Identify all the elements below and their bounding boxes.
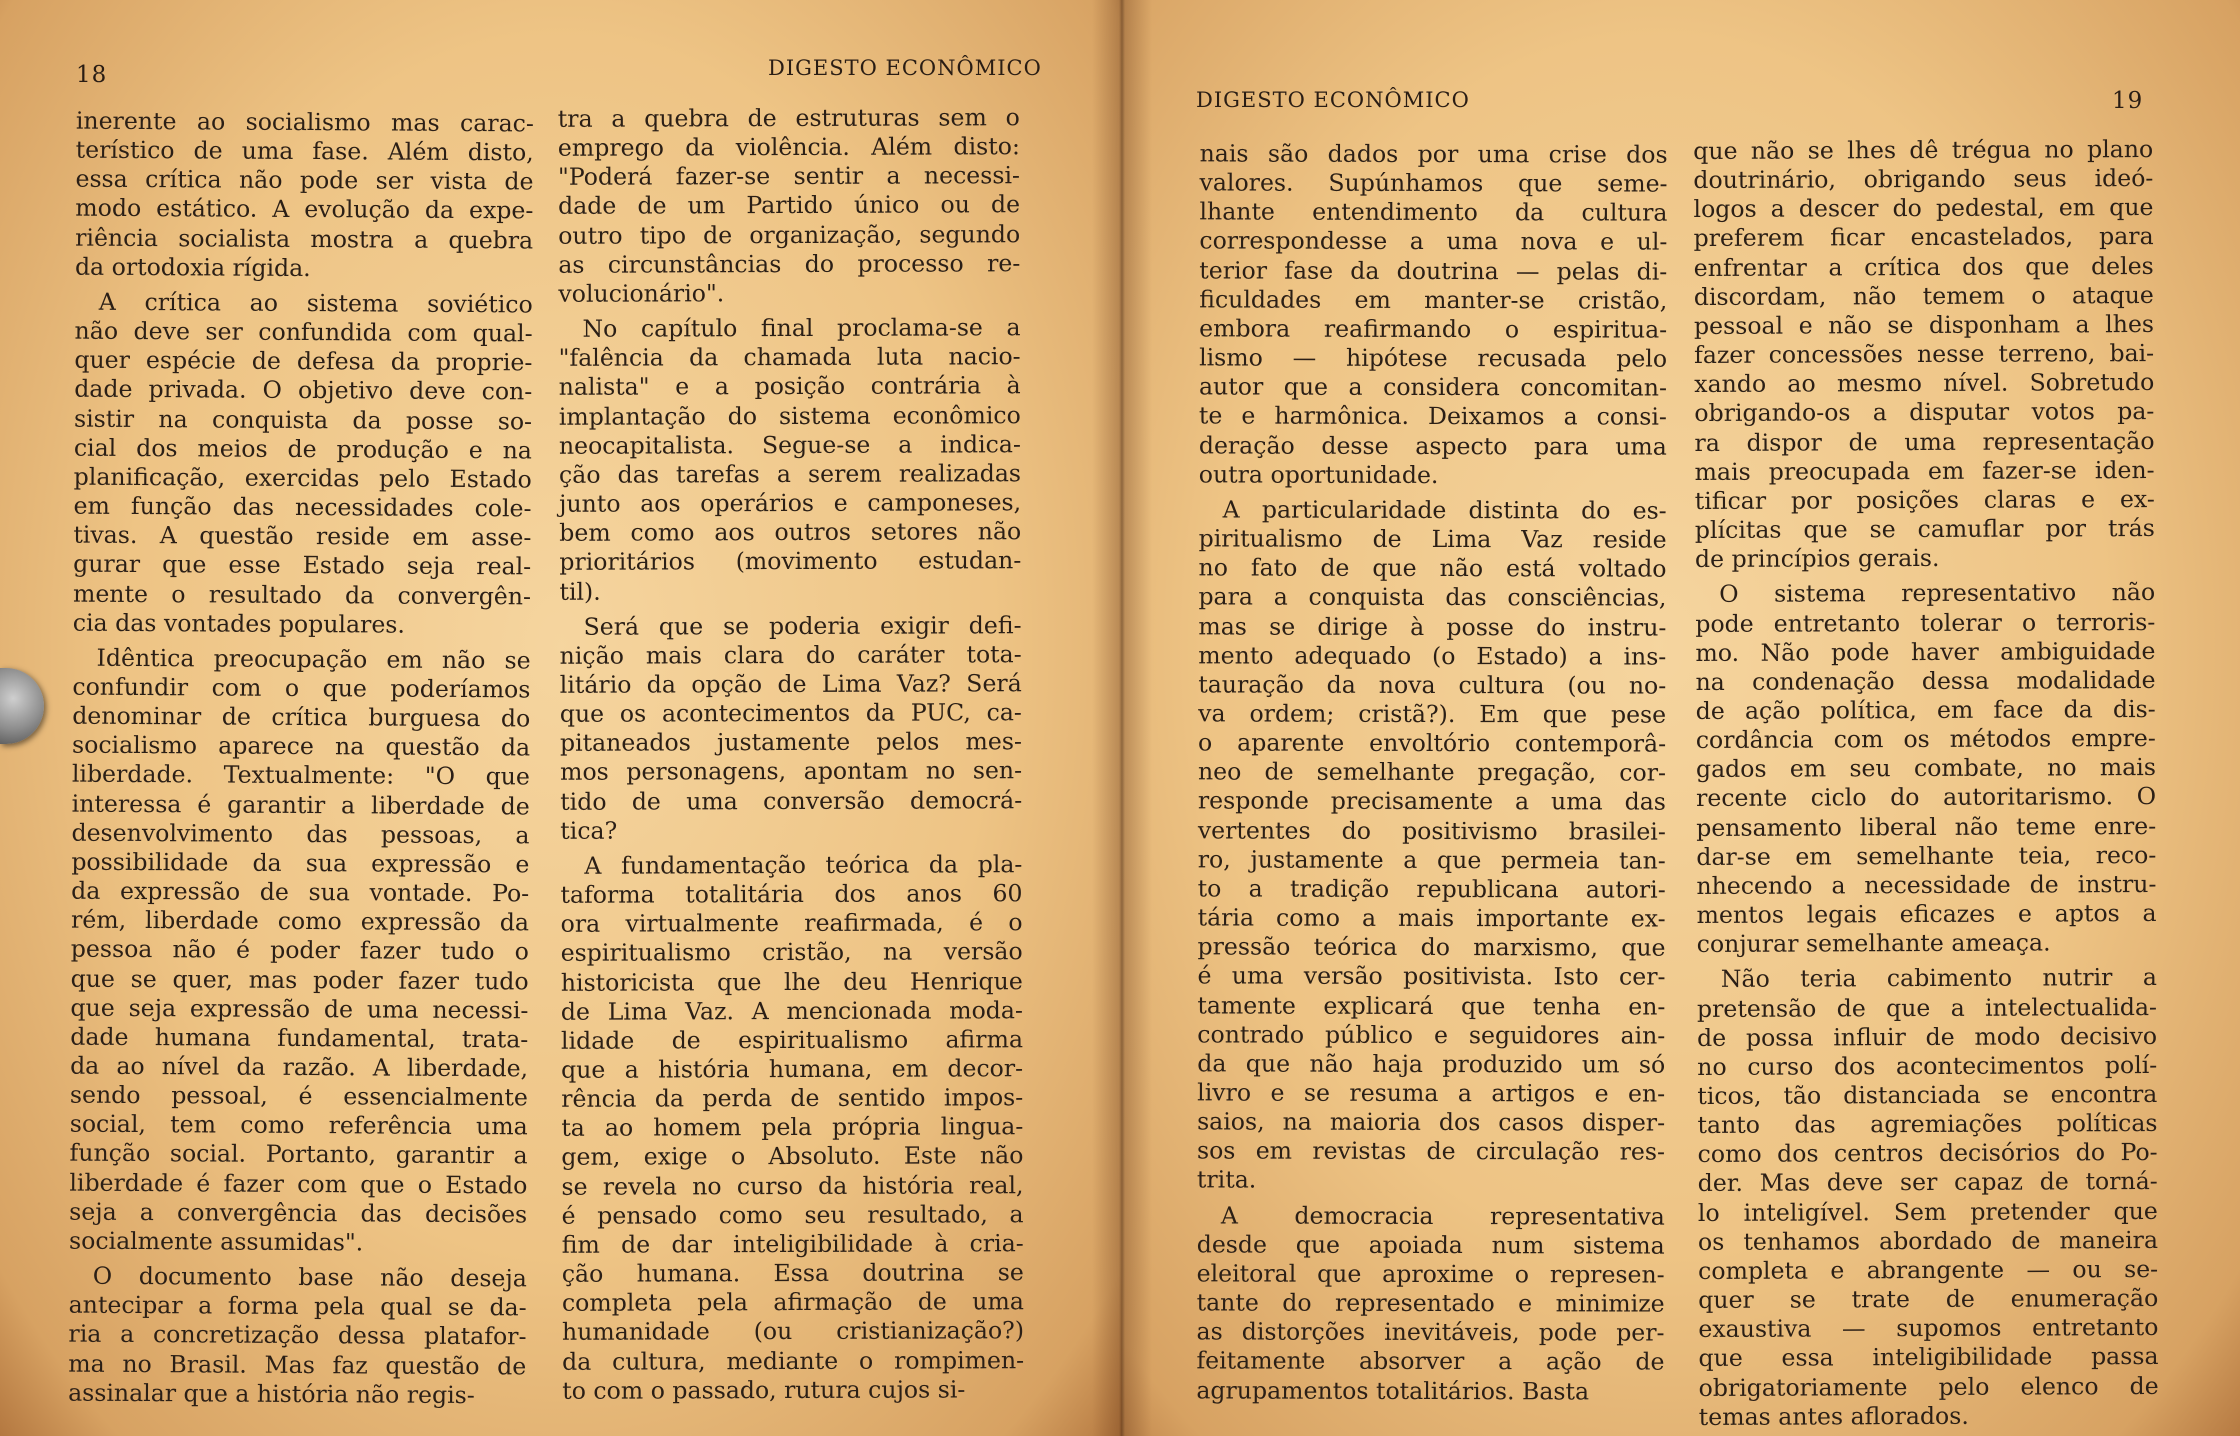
text-line: tido de uma conversão democrá- xyxy=(560,785,1023,816)
text-line: conjurar semelhante ameaça. xyxy=(1696,928,2051,959)
text-line: outro tipo de organização, segundo xyxy=(558,219,1021,250)
text-line: tauração da nova cultura (ou no- xyxy=(1198,670,1667,700)
text-line: ra dispor de uma representação xyxy=(1694,426,2155,457)
text-line: que a história humana, em decor- xyxy=(561,1054,1024,1084)
text-line: sistir na conquista da posse so- xyxy=(73,404,533,435)
paragraph xyxy=(1199,139,1668,490)
text-line: que os acontecimentos da PUC, ca- xyxy=(559,698,1022,728)
text-line: mentos legais eficazes e aptos a xyxy=(1696,899,2157,930)
text-line: confundir com o que poderíamos xyxy=(72,672,531,704)
text-line: mento adequado (o Estado) a ins- xyxy=(1198,641,1667,671)
text-line: ta ao homem pela própria lingua- xyxy=(561,1112,1024,1143)
text-line: lhante entendimento da cultura xyxy=(1199,197,1668,227)
text-line: nalista" e a posição contrária à xyxy=(558,371,1021,402)
text-line: til). xyxy=(559,577,601,606)
text-line: doutrinário, obrigando seus ideó- xyxy=(1693,164,2154,195)
text-line: tivas. A questão reside em asse- xyxy=(73,520,532,552)
text-line: prioritários (movimento estudan- xyxy=(559,546,1022,577)
paragraph xyxy=(1695,578,2157,959)
text-line: quer espécie de defesa da proprie- xyxy=(74,345,533,377)
text-line: to com o passado, rutura cujos si- xyxy=(562,1375,966,1405)
text-line: livro e se resuma a artigos e en- xyxy=(1197,1078,1666,1108)
text-line: se revela no curso da história real, xyxy=(561,1170,1024,1201)
text-line: pensamento liberal não teme enre- xyxy=(1696,811,2157,842)
text-line: os tenhamos abordado de maneira xyxy=(1697,1225,2159,1256)
text-line: Não teria cabimento nutrir a xyxy=(1720,963,2157,994)
text-line: deração desse aspecto para uma xyxy=(1198,430,1667,461)
text-line: no fato de que não está voltado xyxy=(1198,553,1667,583)
text-line: antecipar a forma pela qual se da- xyxy=(68,1290,527,1322)
text-line: O documento base não deseja xyxy=(92,1261,527,1293)
text-line: pressão teórica do marxismo, que xyxy=(1197,932,1666,962)
text-line: sos em revistas de circulação res- xyxy=(1196,1136,1666,1166)
text-line: quer se trate de enumeração xyxy=(1698,1284,2159,1315)
text-line: humanidade (ou cristianização?) xyxy=(561,1316,1025,1347)
text-line: rém, liberdade como expressão da xyxy=(70,905,530,937)
text-line: planificação, exercidas pelo Estado xyxy=(73,462,532,494)
text-line: A crítica ao sistema soviético xyxy=(98,287,533,319)
text-line: de princípios gerais. xyxy=(1694,544,1940,574)
text-line: A fundamentação teórica da pla- xyxy=(584,850,1023,880)
text-line: completa e abrangente — ou se- xyxy=(1698,1254,2159,1285)
text-line: tica? xyxy=(560,816,618,845)
text-line: riência socialista mostra a quebra xyxy=(75,223,534,255)
text-line: agrupamentos totalitários. Basta xyxy=(1196,1375,1590,1405)
text-line: ora virtualmente reafirmada, é o xyxy=(560,908,1023,939)
right-page xyxy=(1122,0,2240,1436)
text-line: Idêntica preocupação em não se xyxy=(96,643,531,675)
text-line: as distorções inevitáveis, pode per- xyxy=(1196,1317,1665,1347)
text-line: socialmente assumidas". xyxy=(68,1226,364,1257)
paragraph xyxy=(1196,1201,1665,1406)
text-line: terístico de uma fase. Além disto, xyxy=(75,135,534,167)
paragraph xyxy=(68,1262,527,1411)
text-line: historicista que lhe deu Henrique xyxy=(560,966,1023,997)
text-line: ticos, tão distanciada se encontra xyxy=(1697,1079,2158,1111)
paragraph xyxy=(75,107,534,285)
text-line: ro, justamente a que permeia tan- xyxy=(1197,845,1666,875)
text-line: é pensado como seu resultado, a xyxy=(561,1199,1024,1230)
text-line: que seja expressão de uma necessi- xyxy=(70,993,529,1025)
text-line: obrigando-os a disputar votos pa- xyxy=(1694,397,2155,428)
text-line: pretensão de que a intelectualida- xyxy=(1696,992,2158,1023)
text-line: rência da perda de sentido impos- xyxy=(561,1083,1024,1113)
text-line: tamente explicará que tenha en- xyxy=(1197,990,1666,1021)
page-number-right: 19 xyxy=(2112,88,2144,114)
text-line: espiritualismo cristão, na versão xyxy=(560,937,1023,968)
text-line: exaustiva — supomos entretanto xyxy=(1698,1313,2159,1344)
text-line: desenvolvimento das pessoas, a xyxy=(71,818,530,850)
text-line: lidade de espiritualismo afirma xyxy=(560,1025,1024,1055)
text-line: na condenação dessa modalidade xyxy=(1695,665,2156,696)
text-line: volucionário". xyxy=(558,279,725,308)
text-line: social, tem como referência uma xyxy=(69,1109,528,1141)
text-line: tificar por posições claras e ex- xyxy=(1694,484,2155,515)
text-line: xando ao mesmo nível. Sobretudo xyxy=(1694,368,2155,399)
text-line: A particularidade distinta do es- xyxy=(1222,495,1667,525)
text-line: "Poderá fazer-se sentir a necessi- xyxy=(557,161,1021,192)
text-line: O sistema representativo não xyxy=(1719,578,2156,609)
paragraph xyxy=(558,313,1021,606)
text-line: fazer concessões nesse terreno, bai- xyxy=(1694,339,2155,370)
running-header-left: DIGESTO ECONÔMICO xyxy=(768,56,1042,80)
text-line: feitamente absorver a ação de xyxy=(1196,1346,1665,1377)
text-line: lo inteligível. Sem pretender que xyxy=(1697,1196,2158,1227)
text-line: tária como a mais importante ex- xyxy=(1197,903,1666,933)
text-line: tanto das agremiações políticas xyxy=(1697,1109,2158,1140)
text-line: no curso dos acontecimentos polí- xyxy=(1697,1050,2158,1081)
text-line: tante do representado e minimize xyxy=(1196,1288,1665,1318)
text-line: o aparente envoltório contemporâ- xyxy=(1198,728,1667,758)
text-line: obrigatoriamente pelo elenco de xyxy=(1698,1371,2159,1402)
text-line: trita. xyxy=(1196,1165,1257,1195)
text-line: liberdade. Textualmente: "O que xyxy=(71,760,530,791)
book-gutter xyxy=(1092,0,1152,1436)
text-line: vertentes do positivismo brasilei- xyxy=(1197,815,1666,846)
text-line: responde precisamente a uma das xyxy=(1197,786,1666,817)
text-line: essa crítica não pode ser vista de xyxy=(75,164,534,196)
text-line: de possa influir de modo decisivo xyxy=(1697,1021,2158,1052)
text-line: mente o resultado da convergên- xyxy=(72,579,532,610)
text-line: No capítulo final proclama-se a xyxy=(582,313,1021,343)
text-line: da ortodoxia rígida. xyxy=(74,252,311,282)
text-line: que essa inteligibilidade passa xyxy=(1698,1342,2159,1373)
text-line: denominar de crítica burguesa do xyxy=(72,701,531,733)
paragraph xyxy=(1697,963,2159,1432)
paragraph xyxy=(73,288,533,641)
text-line: fim de dar inteligibilidade à cria- xyxy=(561,1229,1024,1259)
text-line: nais são dados por uma crise dos xyxy=(1199,139,1668,169)
text-line: inerente ao socialismo mas carac- xyxy=(75,106,534,138)
text-line: to a tradição republicana autori- xyxy=(1197,874,1666,904)
paragraph xyxy=(560,611,1023,846)
text-line: da cultura, mediante o rompimen- xyxy=(562,1345,1025,1376)
text-line: não deve ser confundida com qual- xyxy=(74,316,533,348)
text-line: litário da opção de Lima Vaz? Será xyxy=(559,669,1022,699)
text-line: mas se dirige à posse do instru- xyxy=(1198,611,1667,642)
text-line: interessa é garantir a liberdade de xyxy=(71,789,530,820)
text-line: plícitas que se camuflar por trás xyxy=(1694,514,2155,545)
text-line: mo. Não pode haver ambiguidade xyxy=(1695,636,2156,667)
text-line: ção humana. Essa doutrina se xyxy=(561,1258,1024,1288)
text-line: de Lima Vaz. A mencionada moda- xyxy=(560,995,1023,1026)
paragraph xyxy=(69,643,531,1258)
text-line: função social. Portanto, garantir a xyxy=(69,1139,528,1170)
text-line: de ação política, em face da dis- xyxy=(1695,694,2156,725)
text-line: bem como aos outros setores não xyxy=(559,517,1022,547)
text-line: ma no Brasil. Mas faz questão de xyxy=(68,1349,527,1380)
text-line: temas antes aflorados. xyxy=(1698,1401,1969,1431)
text-line: ria a concretização dessa platafor- xyxy=(68,1319,527,1351)
text-line: modo estático. A evolução da expe- xyxy=(75,194,534,225)
text-line: recente ciclo do autoritarismo. O xyxy=(1696,782,2157,813)
text-line: as circunstâncias do processo re- xyxy=(558,248,1021,279)
text-line: seja a convergência das decisões xyxy=(69,1197,528,1229)
text-line: é uma versão positivista. Isto cer- xyxy=(1197,961,1666,991)
text-line: taforma totalitária dos anos 60 xyxy=(560,879,1023,909)
text-line: da expressão de sua vontade. Po- xyxy=(71,876,530,908)
text-line: embora reafirmando o espiritua- xyxy=(1199,314,1668,344)
text-column-right-2 xyxy=(1693,135,2159,1432)
text-line: possibilidade da sua expressão e xyxy=(71,847,530,879)
text-line: pessoa não é poder fazer tudo o xyxy=(70,934,529,966)
text-line: va ordem; cristã?). Em que pese xyxy=(1198,699,1667,729)
text-line: lismo — hipótese recusada pelo xyxy=(1199,343,1668,373)
text-line: gurar que esse Estado seja real- xyxy=(73,549,532,581)
text-column-left-1 xyxy=(68,107,534,1411)
text-line: valores. Supúnhamos que seme- xyxy=(1199,168,1668,198)
text-line: da que não haja produzido um só xyxy=(1197,1049,1666,1079)
running-header-right: DIGESTO ECONÔMICO xyxy=(1196,88,1470,112)
text-line: junto aos operários e camponeses, xyxy=(559,488,1022,518)
text-line: logos a descer do pedestal, em que xyxy=(1693,193,2154,224)
text-line: ficuldades em manter-se cristão, xyxy=(1199,285,1668,315)
text-line: neocapitalista. Segue-se a indica- xyxy=(558,429,1021,460)
text-line: socialismo aparece na questão da xyxy=(71,730,531,762)
text-line: te e harmônica. Deixamos a consi- xyxy=(1198,401,1667,432)
text-line: dar-se em semelhante teia, reco- xyxy=(1696,840,2157,871)
text-line: correspondesse a uma nova e ul- xyxy=(1199,226,1668,257)
text-line: ção das tarefas a serem realizadas xyxy=(558,459,1022,489)
paragraph xyxy=(1197,495,1667,1196)
text-line: contrado público e seguidores ain- xyxy=(1197,1020,1666,1050)
text-line: Será que se poderia exigir defi- xyxy=(583,610,1022,641)
paragraph xyxy=(1693,135,2155,574)
text-line: desde que apoiada num sistema xyxy=(1196,1230,1665,1260)
text-line: para a conquista das consciências, xyxy=(1198,582,1667,612)
text-line: como dos centros decisórios do Po- xyxy=(1697,1138,2158,1169)
text-line: mais preocupada em fazer-se iden- xyxy=(1694,455,2155,486)
text-line: dade de um Partido único ou de xyxy=(558,190,1021,221)
text-line: cial dos meios de produção e na xyxy=(73,433,532,465)
text-line: der. Mas deve ser capaz de torná- xyxy=(1697,1167,2158,1198)
text-line: discordam, não temem o ataque xyxy=(1693,280,2154,311)
text-line: que não se lhes dê trégua no plano xyxy=(1693,135,2154,166)
text-line: piritualismo de Lima Vaz reside xyxy=(1198,524,1667,554)
text-line: eleitoral que aproxime o represen- xyxy=(1196,1259,1665,1289)
text-line: dade humana fundamental, trata- xyxy=(70,1022,529,1054)
text-line: em função das necessidades cole- xyxy=(73,491,532,523)
metal-tab xyxy=(0,668,44,744)
text-line: pessoal e não se disponham a lhes xyxy=(1693,309,2155,340)
text-line: liberdade é fazer com que o Estado xyxy=(69,1168,528,1200)
text-line: completa pela afirmação de uma xyxy=(561,1287,1024,1318)
text-line: sendo pessoal, é essencialmente xyxy=(69,1080,529,1112)
text-line: implantação do sistema econômico xyxy=(558,400,1021,431)
text-line: autor que a considera concomitan- xyxy=(1198,372,1668,402)
text-line: tra a quebra de estruturas sem o xyxy=(557,103,1020,133)
text-line: "falência da chamada luta nacio- xyxy=(558,342,1021,373)
text-line: dade privada. O objetivo deve con- xyxy=(74,375,533,406)
text-line: nição mais clara do caráter tota- xyxy=(559,640,1022,670)
text-line: nhecendo a necessidade de instru- xyxy=(1696,869,2157,900)
text-line: A democracia representativa xyxy=(1220,1201,1665,1231)
text-line: pitaneados justamente pelos mes- xyxy=(559,727,1023,758)
text-line: assinalar que a história não regis- xyxy=(68,1378,475,1409)
page-number-left: 18 xyxy=(76,62,108,88)
text-line: enfrentar a crítica dos que deles xyxy=(1693,251,2154,282)
text-line: neo de semelhante pregação, cor- xyxy=(1197,757,1667,787)
text-line: cia das vontades populares. xyxy=(72,608,406,639)
text-column-left-2 xyxy=(558,103,1025,1405)
text-line: outra oportunidade. xyxy=(1198,460,1439,489)
paragraph xyxy=(558,103,1021,309)
text-line: emprego da violência. Além disto: xyxy=(557,132,1020,162)
text-line: mos personagens, apontam no sen- xyxy=(560,756,1023,787)
text-line: preferem ficar encastelados, para xyxy=(1693,222,2154,253)
text-line: pode entretanto tolerar o terroris- xyxy=(1695,607,2156,638)
text-line: cordância com os métodos empre- xyxy=(1695,724,2156,755)
text-line: terior fase da doutrina — pelas di- xyxy=(1199,256,1668,286)
text-line: gem, exige o Absoluto. Este não xyxy=(561,1141,1024,1172)
paragraph xyxy=(560,850,1024,1406)
text-line: da ao nível da razão. A liberdade, xyxy=(70,1051,529,1083)
text-line: gados em seu combate, no mais xyxy=(1695,753,2156,784)
text-line: que se quer, mas poder fazer tudo xyxy=(70,964,529,995)
text-column-right-1 xyxy=(1196,139,1667,1406)
text-line: saios, na maioria dos casos disper- xyxy=(1197,1107,1666,1137)
